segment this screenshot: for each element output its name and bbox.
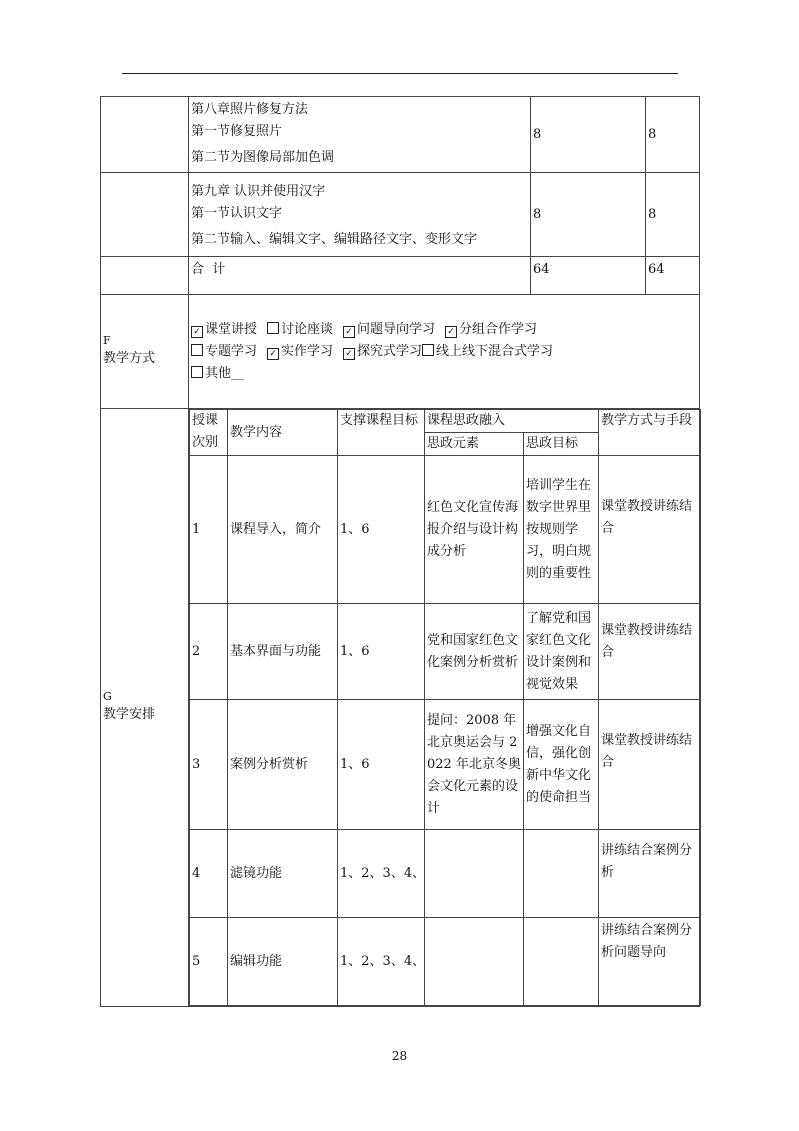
row-goal: 增强文化自信，强化创新中华文化的使命担当 xyxy=(524,700,599,830)
option-other[interactable]: 其他__ xyxy=(191,363,244,385)
schedule-row xyxy=(190,830,701,918)
row-method: 课堂教授讲练结合 xyxy=(599,700,701,830)
row-goal xyxy=(524,918,599,1006)
row-element xyxy=(425,918,524,1006)
option-classroom-lecture[interactable]: ✓ 课堂讲授 xyxy=(191,319,257,341)
checked-checkbox-icon: ✓ xyxy=(191,326,203,338)
row-method: 讲练结合案例分析 xyxy=(599,830,701,918)
row-method: 课堂教授讲练结合 xyxy=(599,456,701,604)
chapter-row-9 xyxy=(101,173,700,257)
chapter-content: 第九章 认识并使用汉字 第一节认识文字 第二节输入、编辑文字、编辑路径文字、变形文字 xyxy=(189,173,531,257)
total-label: 合 计 xyxy=(189,257,531,295)
row-element: 红色文化宣传海报介绍与设计构成分析 xyxy=(425,456,524,604)
checked-checkbox-icon: ✓ xyxy=(267,348,279,360)
row-method: 课堂教授讲练结合 xyxy=(599,604,701,700)
chapter-hours-a: 8 xyxy=(531,97,646,173)
option-inquiry-study[interactable]: ✓ 探究式学习 xyxy=(343,341,422,363)
row-target: 1、2、3、4、 xyxy=(338,830,425,918)
total-row xyxy=(101,257,700,295)
chapter-hours-b: 8 xyxy=(646,97,700,173)
row-content: 基本界面与功能 xyxy=(228,604,338,700)
row-session: 1 xyxy=(190,456,228,604)
schedule-row xyxy=(190,700,701,830)
header-session: 授课次别 xyxy=(190,410,228,456)
row-content: 滤镜功能 xyxy=(228,830,338,918)
header-ideology: 课程思政融入 xyxy=(425,410,599,433)
total-hours-b: 64 xyxy=(646,257,700,295)
option-topic-study[interactable]: 专题学习 xyxy=(191,341,257,363)
option-discussion[interactable]: 讨论座谈 xyxy=(267,319,333,341)
checked-checkbox-icon: ✓ xyxy=(343,326,355,338)
checked-checkbox-icon: ✓ xyxy=(445,326,457,338)
section-g-label: G 教学安排 xyxy=(101,409,189,1007)
row-session: 5 xyxy=(190,918,228,1006)
empty-cell xyxy=(101,173,189,257)
chapter-hours-b: 8 xyxy=(646,173,700,257)
row-goal: 了解党和国家红色文化设计案例和视觉效果 xyxy=(524,604,599,700)
schedule-row xyxy=(190,456,701,604)
row-content: 编辑功能 xyxy=(228,918,338,1006)
header-method: 教学方式与手段 xyxy=(599,410,701,456)
schedule-header-row xyxy=(190,410,701,433)
total-hours-a: 64 xyxy=(531,257,646,295)
schedule-row xyxy=(190,918,701,1006)
row-content: 课程导入，简介 xyxy=(228,456,338,604)
chapter-hours-a: 8 xyxy=(531,173,646,257)
header-target: 支撑课程目标 xyxy=(338,410,425,456)
checkbox-icon xyxy=(422,344,434,356)
checkbox-icon xyxy=(267,322,279,334)
chapter-row-8 xyxy=(101,97,700,173)
section-f-row xyxy=(101,295,700,409)
syllabus-table xyxy=(100,96,700,1007)
section-f-label: F 教学方式 xyxy=(101,295,189,409)
header-content: 教学内容 xyxy=(228,410,338,456)
row-session: 3 xyxy=(190,700,228,830)
header-element: 思政元素 xyxy=(425,433,524,456)
row-element: 提问：2008 年北京奥运会与 2022 年北京冬奥会文化元素的设计 xyxy=(425,700,524,830)
row-target: 1、2、3、4、 xyxy=(338,918,425,1006)
empty-cell xyxy=(101,257,189,295)
option-problem-oriented[interactable]: ✓ 问题导向学习 xyxy=(343,319,435,341)
row-session: 2 xyxy=(190,604,228,700)
row-content: 案例分析赏析 xyxy=(228,700,338,830)
row-target: 1、6 xyxy=(338,604,425,700)
header-goal: 思政目标 xyxy=(524,433,599,456)
schedule-table xyxy=(189,409,701,1006)
option-group-cooperation[interactable]: ✓ 分组合作学习 xyxy=(445,319,537,341)
row-goal xyxy=(524,830,599,918)
option-blended-learning[interactable]: 线上线下混合式学习 xyxy=(422,341,553,363)
section-g-row xyxy=(101,409,700,1007)
teaching-schedule xyxy=(189,409,700,1007)
empty-cell xyxy=(101,97,189,173)
row-element xyxy=(425,830,524,918)
schedule-row xyxy=(190,604,701,700)
option-practical-study[interactable]: ✓ 实作学习 xyxy=(267,341,333,363)
row-session: 4 xyxy=(190,830,228,918)
checkbox-icon xyxy=(191,366,203,378)
chapter-content: 第八章照片修复方法 第一节修复照片 第二节为图像局部加色调 xyxy=(189,97,531,173)
header-rule xyxy=(122,73,678,74)
teaching-method-options xyxy=(189,295,700,409)
row-target: 1、6 xyxy=(338,456,425,604)
page-number: 28 xyxy=(391,1049,408,1063)
row-goal: 培训学生在数字世界里按规则学习，明白规则的重要性 xyxy=(524,456,599,604)
checkbox-icon xyxy=(191,344,203,356)
checked-checkbox-icon: ✓ xyxy=(343,348,355,360)
row-method: 讲练结合案例分析问题导向 xyxy=(599,918,701,1006)
row-target: 1、6 xyxy=(338,700,425,830)
row-element: 党和国家红色文化案例分析赏析 xyxy=(425,604,524,700)
